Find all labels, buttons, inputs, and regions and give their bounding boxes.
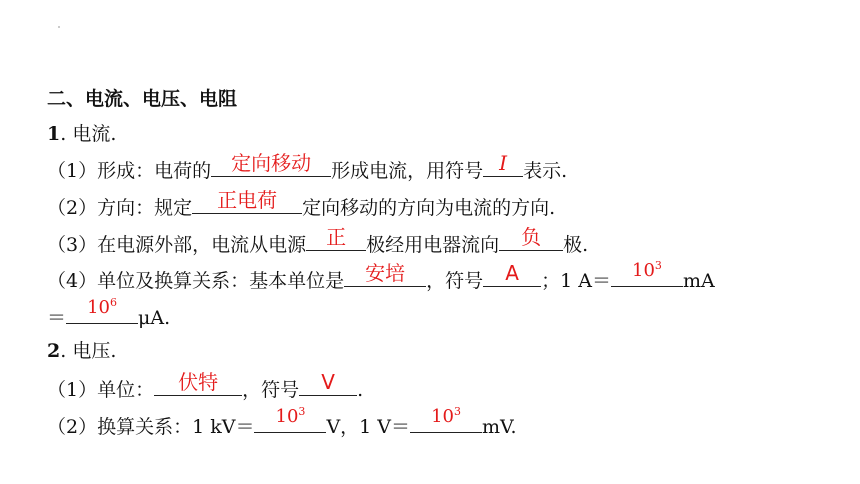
- conversion-prefix: （2）换算关系：1 kV＝: [47, 416, 255, 438]
- current-direction-line: [47, 188, 556, 220]
- voltage-unit-prefix: （1）单位：: [47, 379, 155, 401]
- decorative-dot: [58, 26, 60, 28]
- ma-answer-blank: [611, 259, 683, 287]
- direction-suffix: 定向移动的方向为电流的方向.: [302, 197, 556, 219]
- symbol-answer-blank: [483, 151, 523, 177]
- outside-suffix: 极.: [563, 234, 589, 256]
- heading-text: . 电压.: [60, 340, 117, 362]
- unit-conversion-prefix: ；1 A＝: [541, 270, 611, 292]
- kv-answer: $10^3$: [275, 405, 306, 427]
- mv-answer-blank: [410, 405, 482, 433]
- current-unit-line: [47, 259, 715, 293]
- ua-prefix: ＝: [47, 307, 67, 329]
- voltage-symbol-answer: V: [321, 370, 335, 394]
- ma-answer: $10^3$: [632, 259, 662, 281]
- form-middle: 形成电流，用符号: [331, 160, 484, 182]
- voltage-unit-middle: ，符号: [242, 379, 300, 401]
- unit-symbol-answer: A: [505, 261, 519, 285]
- voltage-unit-suffix: .: [357, 379, 364, 401]
- form-answer: 定向移动: [231, 151, 312, 175]
- outside-middle: 极经用电器流向: [366, 234, 500, 256]
- ua-suffix: μA.: [138, 307, 171, 329]
- negative-answer-blank: [499, 225, 563, 251]
- unit-middle: ，符号: [426, 270, 484, 292]
- form-prefix: （1）形成：电荷的: [47, 160, 212, 182]
- form-answer-blank: [211, 151, 331, 177]
- ua-answer: $10^6$: [87, 296, 117, 318]
- kv-answer-blank: [254, 405, 326, 433]
- outside-prefix: （3）在电源外部，电流从电源: [47, 234, 307, 256]
- direction-prefix: （2）方向：规定: [47, 197, 193, 219]
- positive-answer-blank: [306, 225, 366, 251]
- direction-answer: 正电荷: [217, 188, 278, 212]
- heading-number: 2: [47, 340, 61, 362]
- ua-answer-blank: [66, 296, 138, 324]
- voltage-heading: [47, 339, 116, 363]
- unit-suffix: mA: [682, 270, 715, 292]
- unit-prefix: （4）单位及换算关系：基本单位是: [47, 270, 345, 292]
- voltage-symbol-blank: [299, 370, 357, 396]
- unit-symbol-blank: [483, 261, 541, 287]
- current-form-line: [47, 151, 568, 183]
- form-suffix: 表示.: [523, 160, 568, 182]
- voltage-conversion-line: [47, 405, 517, 439]
- voltage-unit-line: [47, 370, 364, 402]
- unit-answer-blank: [344, 261, 426, 287]
- direction-answer-blank: [192, 188, 302, 214]
- section-title: 二、电流、电压、电阻: [47, 88, 238, 110]
- positive-answer: 正: [326, 225, 347, 249]
- voltage-unit-answer: 伏特: [178, 370, 219, 394]
- symbol-answer: I: [499, 151, 508, 175]
- voltage-unit-blank: [154, 370, 242, 396]
- current-outside-line: [47, 225, 589, 257]
- current-unit-line2: [47, 296, 171, 330]
- current-heading: [47, 122, 116, 146]
- conversion-suffix: mV.: [482, 416, 517, 438]
- heading-text: . 电流.: [60, 123, 117, 145]
- mv-answer: $10^3$: [431, 405, 461, 427]
- negative-answer: 负: [521, 225, 542, 249]
- conversion-middle: V，1 V＝: [326, 416, 411, 438]
- unit-answer: 安培: [365, 261, 406, 285]
- heading-number: 1: [47, 123, 61, 145]
